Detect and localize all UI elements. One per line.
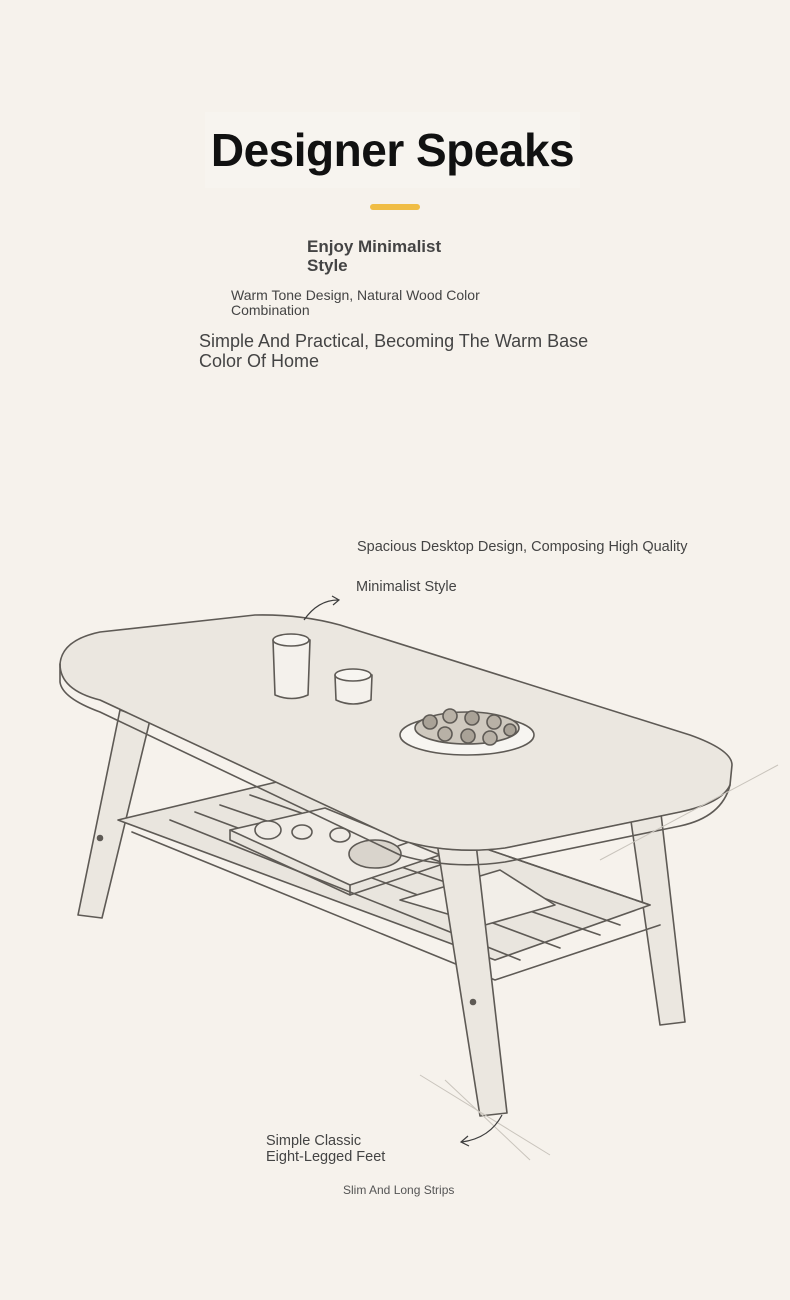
page-title: Designer Speaks [205, 112, 580, 188]
intro-statement: Simple And Practical, Becoming The Warm Base Color Of Home [199, 331, 589, 371]
arrow-icon [304, 600, 338, 620]
intro-subheading: Warm Tone Design, Natural Wood Color Combination [231, 287, 480, 319]
annotation-eight-legged-feet: Simple Classic Eight-Legged Feet [266, 1133, 386, 1165]
annotation-slim-strips: Slim And Long Strips [343, 1183, 455, 1197]
intro-heading: Enjoy Minimalist Style [307, 237, 442, 275]
annotation-desktop-design: Spacious Desktop Design, Composing High Quality [357, 539, 688, 555]
annotation-minimalist-style: Minimalist Style [356, 579, 457, 595]
